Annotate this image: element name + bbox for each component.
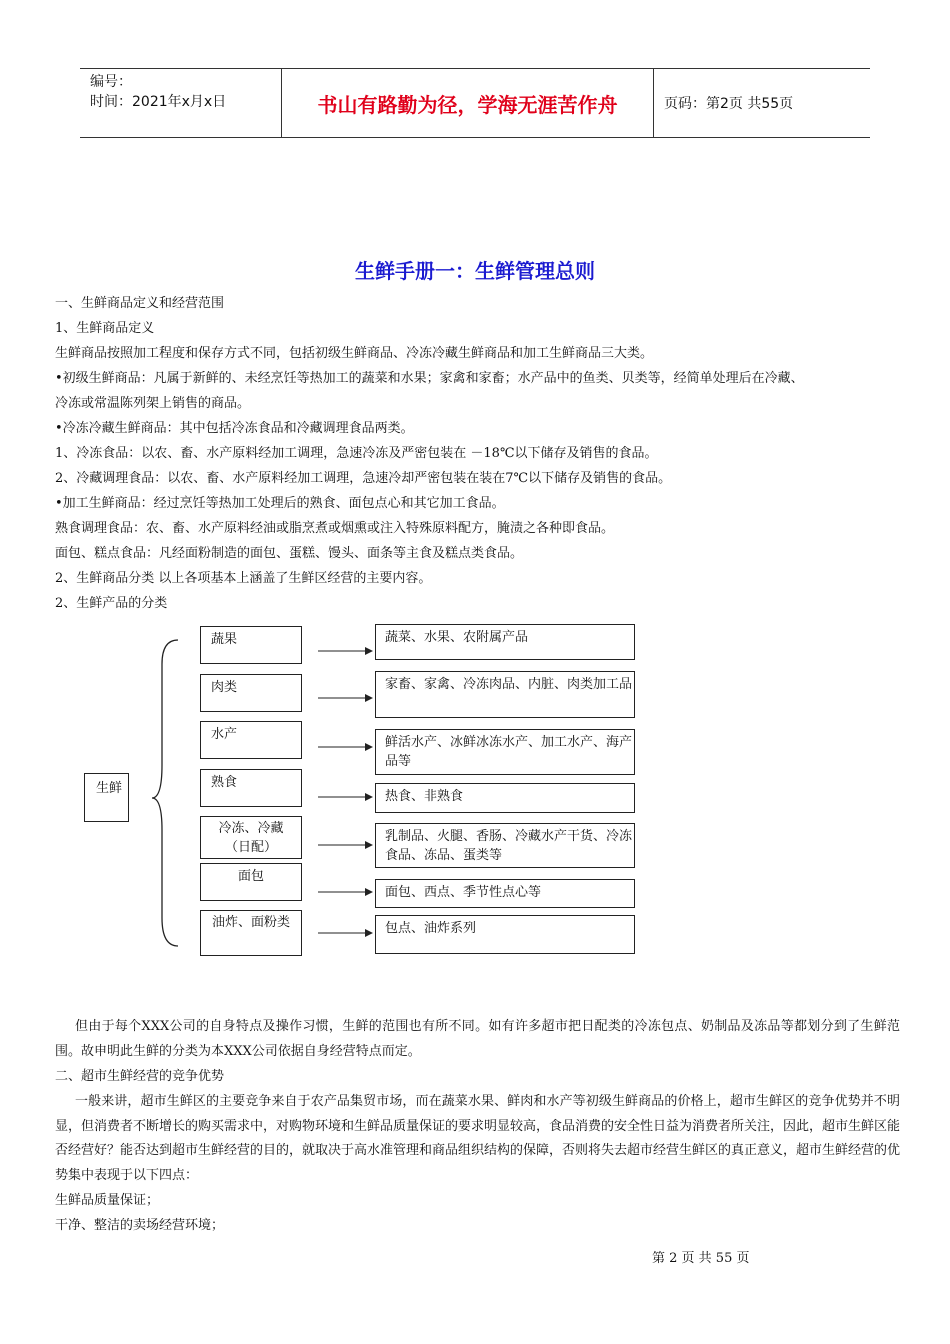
diagram-root: 生鲜 <box>84 773 129 822</box>
text-line: •初级生鲜商品：凡属于新鲜的、未经烹饪等热加工的蔬菜和水果；家禽和家畜；水产品中的鱼类、贝类等，经简单处理后在冷藏、 <box>55 371 804 386</box>
brace-icon <box>152 640 178 946</box>
time-label: 时间：2021年x月x日 <box>90 94 227 110</box>
description-box: 乳制品、火腿、香肠、冷藏水产干货、冷冻食品、冻品、蛋类等 <box>375 823 635 868</box>
paragraph: 一般来讲，超市生鲜区的主要竞争来自于农产品集贸市场，而在蔬菜水果、鲜肉和水产等初级生鲜商品的价格上，超市生鲜区的竞争优势并不明显，但消费者不断增长的购买需求中，对购物环境和生鲜品质量保证的要求明显较高，食品消费的安全性日益为消费者所关注，因此，超市生鲜区能否经营好？能否达到超市生鲜经营的目的，就取决于高水准管理和商品组织结构的保障，否则将失去超市经营生鲜区的真正意义，超市生鲜经营的优势集中表现于以下四点： <box>55 1094 901 1183</box>
category-box: 油炸、面粉类 <box>200 910 302 956</box>
section-heading: 一、生鲜商品定义和经营范围 <box>55 296 225 311</box>
text-line: 干净、整洁的卖场经营环境； <box>55 1218 225 1233</box>
category-box: 肉类 <box>200 674 302 712</box>
description-box: 蔬菜、水果、农附属产品 <box>375 624 635 660</box>
subsection-heading: 2、生鲜商品分类 以上各项基本上涵盖了生鲜区经营的主要内容。 <box>55 571 432 586</box>
text-line: 熟食调理食品：农、畜、水产原料经油或脂烹煮或烟熏或注入特殊原料配方，腌渍之各种即食品。 <box>55 521 615 536</box>
subsection-heading: 2、生鲜产品的分类 <box>55 596 168 611</box>
category-box: 水产 <box>200 721 302 759</box>
text-line: 生鲜商品按照加工程度和保存方式不同，包括初级生鲜商品、冷冻冷藏生鲜商品和加工生鲜商品三大类。 <box>55 346 654 361</box>
subsection-heading: 1、生鲜商品定义 <box>55 321 155 336</box>
category-box: 面包 <box>200 863 302 901</box>
number-label: 编号： <box>90 74 132 90</box>
description-box: 面包、西点、季节性点心等 <box>375 879 635 908</box>
text-line: 2、冷藏调理食品：以农、畜、水产原料经加工调理，急速冷却严密包装在装在7℃以下储存及销售的食品。 <box>55 471 672 486</box>
page-footer: 第 2 页 共 55 页 <box>652 1251 750 1266</box>
description-box: 鲜活水产、冰鲜冰冻水产、加工水产、海产品等 <box>375 729 635 775</box>
text-line: •加工生鲜商品：经过烹饪等热加工处理后的熟食、面包点心和其它加工食品。 <box>55 496 505 511</box>
category-box: 冷冻、冷藏（日配） <box>200 816 302 859</box>
paragraph: 但由于每个XXX公司的自身特点及操作习惯，生鲜的范围也有所不同。如有许多超市把日配类的冷冻包点、奶制品及冻品等都划分到了生鲜范围。故申明此生鲜的分类为本XXX公司依据自身经营特点而定。 <box>55 1019 900 1059</box>
text-line: •冷冻冷藏生鲜商品：其中包括冷冻食品和冷藏调理食品两类。 <box>55 421 414 436</box>
header-page-info: 页码：第2页 共55页 <box>664 96 794 112</box>
header-motto: 书山有路勤为径，学海无涯苦作舟 <box>282 69 654 137</box>
description-box: 热食、非熟食 <box>375 783 635 813</box>
description-box: 包点、油炸系列 <box>375 915 635 954</box>
category-box: 熟食 <box>200 769 302 807</box>
category-box: 蔬果 <box>200 626 302 664</box>
description-box: 家畜、家禽、冷冻肉品、内脏、肉类加工品 <box>375 671 635 718</box>
section-heading: 二、超市生鲜经营的竞争优势 <box>55 1069 225 1084</box>
text-line: 生鲜品质量保证； <box>55 1193 160 1208</box>
document-title: 生鲜手册一：生鲜管理总则 <box>355 259 595 283</box>
text-line: 面包、糕点食品：凡经面粉制造的面包、蛋糕、馒头、面条等主食及糕点类食品。 <box>55 546 524 561</box>
text-line: 冷冻或常温陈列架上销售的商品。 <box>55 396 251 411</box>
text-line: 1、冷冻食品：以农、畜、水产原料经加工调理，急速冷冻及严密包装在 －18℃以下储存及销售的食品。 <box>55 446 658 461</box>
